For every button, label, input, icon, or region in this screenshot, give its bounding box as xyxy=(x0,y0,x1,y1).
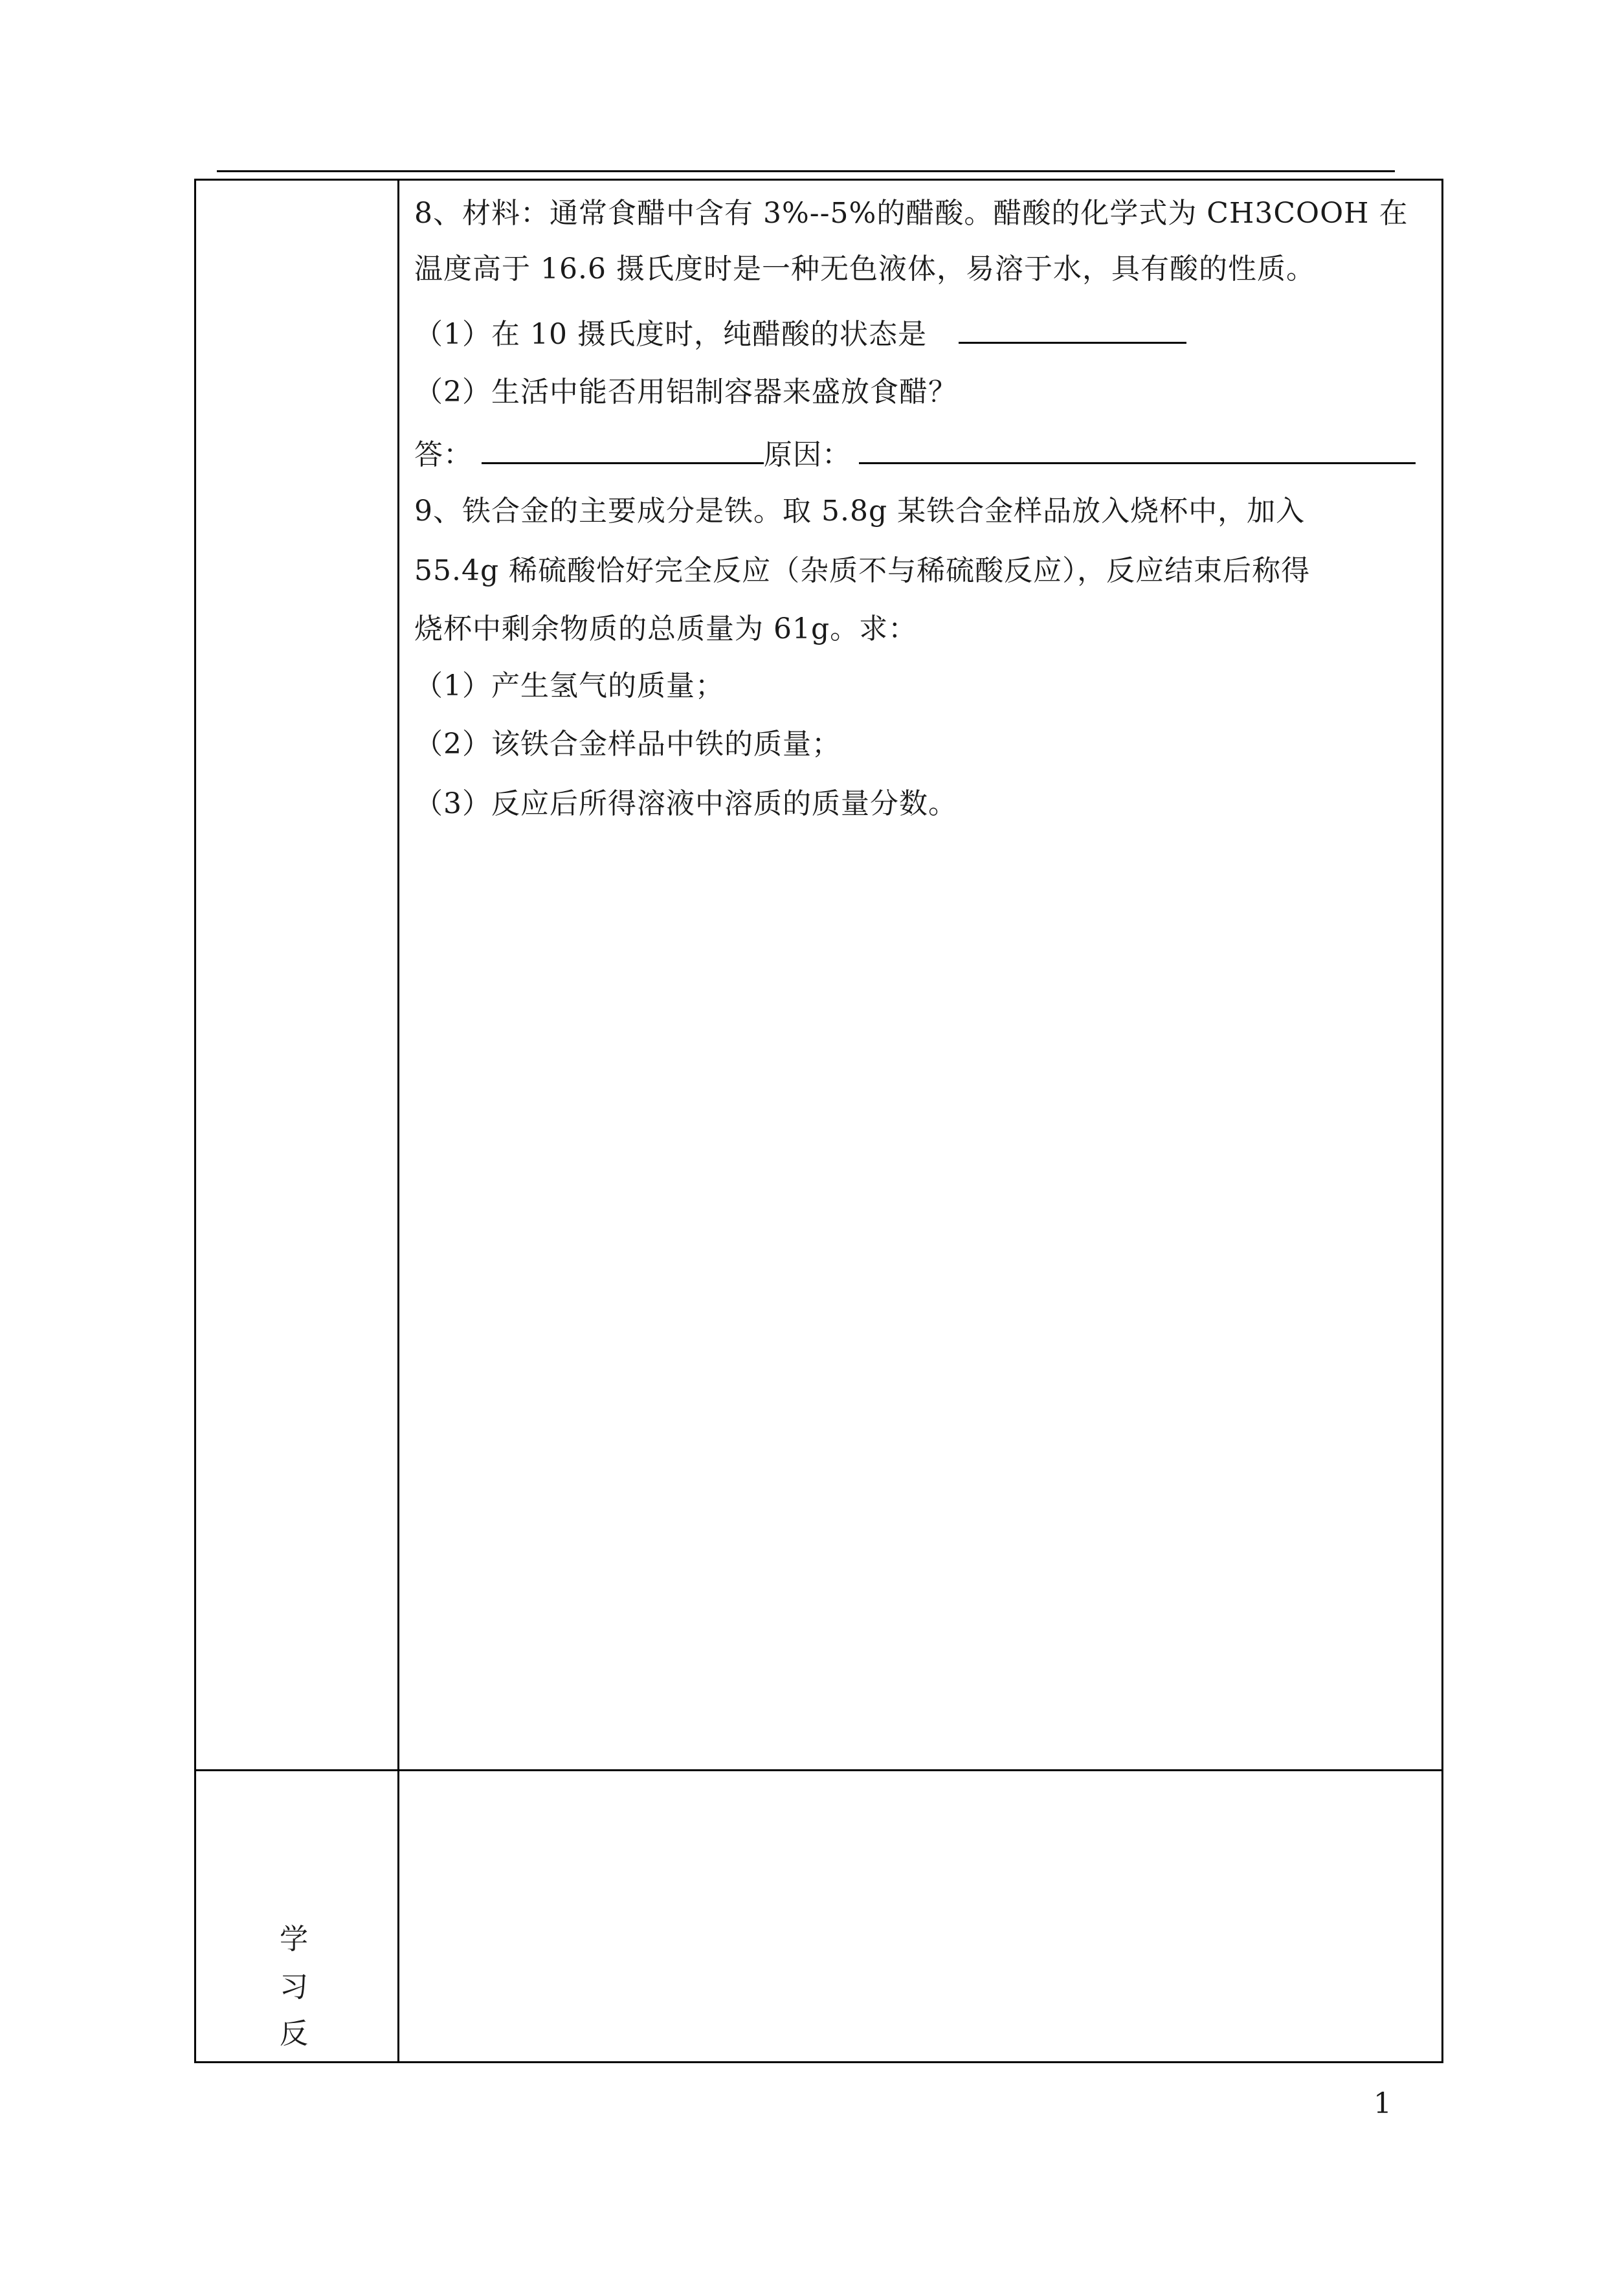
q8-line-2: 温度高于 16.6 摄氏度时是一种无色液体，易溶于水，具有酸的性质。 xyxy=(414,252,1315,285)
q8-state-blank[interactable] xyxy=(959,312,1186,344)
side-label-char-3: 反 xyxy=(280,2017,308,2050)
q9-sub-2: （2）该铁合金样品中铁的质量； xyxy=(414,728,841,761)
q8-answer-row xyxy=(414,432,1416,475)
q9-line-2: 55.4g 稀硫酸恰好完全反应（杂质不与稀硫酸反应），反应结束后称得 xyxy=(414,554,1311,587)
q8-answer-blank[interactable] xyxy=(482,432,764,464)
q8-line-1: 8、材料：通常食醋中含有 3%--5%的醋酸。醋酸的化学式为 CH3COOH 在 xyxy=(414,197,1408,230)
header-rule xyxy=(217,170,1395,172)
q8-reason-blank[interactable] xyxy=(859,432,1416,464)
q8-reason-label: 原因： xyxy=(764,438,851,471)
content-cell-top xyxy=(397,179,1443,1771)
q8-sub-1-text: （1）在 10 摄氏度时，纯醋酸的状态是 xyxy=(414,318,927,351)
q9-sub-1: （1）产生氢气的质量； xyxy=(414,669,724,702)
q9-line-3: 烧杯中剩余物质的总质量为 61g。求： xyxy=(414,612,918,645)
left-cell-top xyxy=(194,179,399,1771)
q8-sub-2: （2）生活中能否用铝制容器来盛放食醋？ xyxy=(414,375,957,408)
q8-answer-label: 答： xyxy=(414,438,473,471)
content-cell-bottom xyxy=(397,1769,1443,2063)
q9-sub-3: （3）反应后所得溶液中溶质的质量分数。 xyxy=(414,787,957,820)
q8-sub-1 xyxy=(414,312,1186,354)
side-label-char-2: 习 xyxy=(280,1971,308,2004)
q9-line-1: 9、铁合金的主要成分是铁。取 5.8g 某铁合金样品放入烧杯中，加入 xyxy=(414,495,1306,528)
page-number: 1 xyxy=(1374,2087,1392,2120)
side-label-char-1: 学 xyxy=(280,1923,308,1956)
